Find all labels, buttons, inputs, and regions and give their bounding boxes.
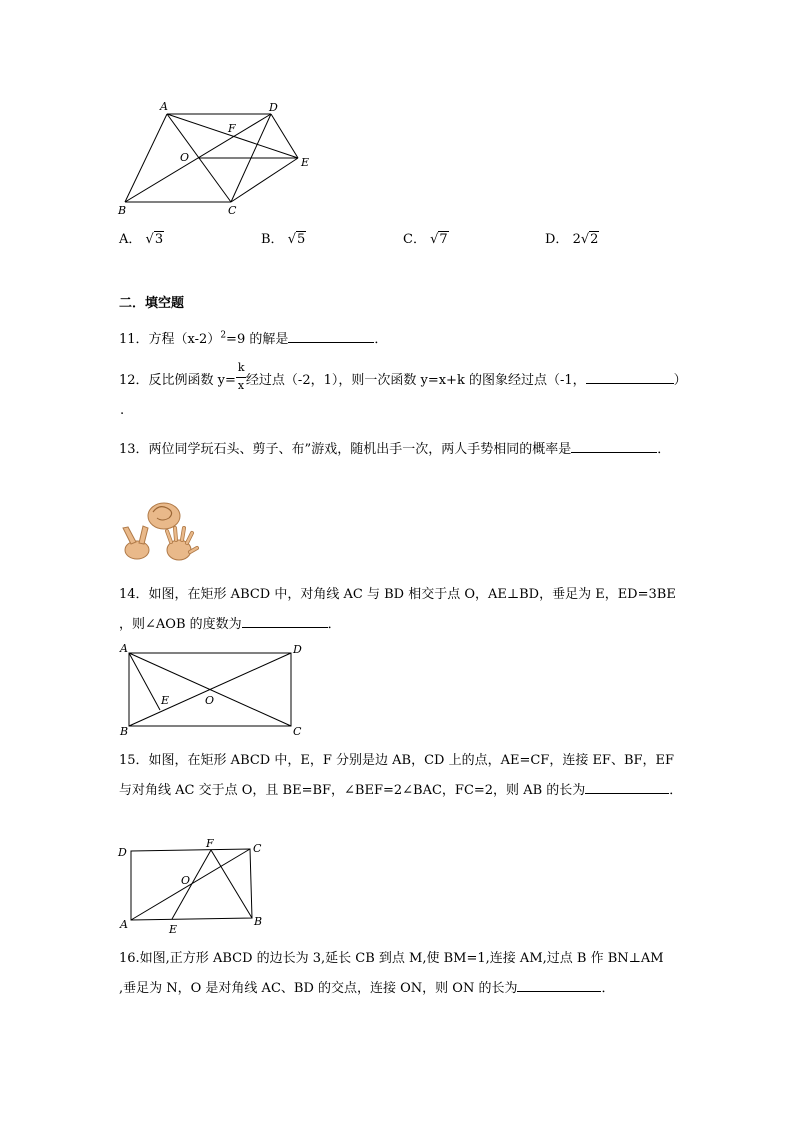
figure-q10 <box>112 98 322 218</box>
q15-line2-text: 与对角线 AC 交于点 O，且 BE=BF，∠BEF=2∠BAC，FC=2，则 AB 的长为 <box>119 783 586 798</box>
option-d-letter: D． <box>545 232 569 247</box>
question-15-line-2 <box>119 779 682 798</box>
label-A: A <box>120 642 128 655</box>
q16-answer-blank[interactable] <box>517 979 601 992</box>
question-13 <box>119 438 670 457</box>
q11-end: ． <box>374 332 388 347</box>
q12-fraction-num: k <box>237 360 245 374</box>
rock-hand-icon <box>148 503 180 529</box>
q12-fraction <box>236 360 246 392</box>
paper-hand-icon <box>167 528 197 560</box>
option-d: D． 2√2 <box>545 232 599 247</box>
option-a-letter: A． <box>119 232 142 247</box>
label-D: D <box>118 846 127 859</box>
option-a: A． √3 <box>119 232 164 247</box>
q13-text: 13．两位同学玩石头、剪子、布”游戏，随机出手一次，两人手势相同的概率是 <box>119 442 572 457</box>
scissors-hand-icon <box>123 526 149 559</box>
label-B: B <box>118 204 127 217</box>
q11-text-after: =9 的解是 <box>226 332 289 347</box>
option-b: B． √5 <box>261 232 306 247</box>
option-c-value: 7 <box>439 232 448 247</box>
label-F: F <box>228 122 236 135</box>
q13-answer-blank[interactable] <box>571 440 657 453</box>
q11-text-before: 11．方程（x-2） <box>119 332 221 347</box>
option-b-value: 5 <box>297 232 306 247</box>
question-11 <box>119 328 387 347</box>
q14-line2-text: ，则∠AOB 的度数为 <box>119 617 242 632</box>
q14-end: ． <box>327 617 341 632</box>
option-a-value: 3 <box>154 232 164 247</box>
label-E: E <box>161 694 170 707</box>
label-D: D <box>269 101 278 114</box>
figure-q14 <box>114 640 314 740</box>
option-d-value: 2 <box>590 232 599 247</box>
label-D: D <box>293 643 302 656</box>
label-F: F <box>206 837 214 850</box>
question-16-line-1: 16.如图,正方形 ABCD 的边长为 3,延长 CB 到点 M,使 BM=1,连接 AM,过点 B 作 BN⊥AM <box>119 951 664 966</box>
label-B: B <box>254 915 263 928</box>
label-C: C <box>253 842 262 855</box>
label-O: O <box>180 151 190 164</box>
option-c: C． √7 <box>403 232 448 247</box>
q12-text-before: 12．反比例函数 y= <box>119 373 236 388</box>
q11-exponent: 2 <box>220 330 227 341</box>
question-14-line-1: 14．如图，在矩形 ABCD 中，对角线 AC 与 BD 相交于点 O，AE⊥BD，垂足为 E，ED=3BE <box>119 587 676 602</box>
q12-text-after: 经过点（-2，1），则一次函数 y=x+k 的图象经过点（-1， <box>245 373 586 388</box>
label-O: O <box>205 694 215 707</box>
question-12 <box>119 360 687 392</box>
label-A: A <box>120 918 128 931</box>
q15-end: ． <box>669 783 683 798</box>
option-b-letter: B． <box>261 232 284 247</box>
label-B: B <box>120 725 129 738</box>
question-15-line-1: 15．如图，在矩形 ABCD 中，E，F 分别是边 AB，CD 上的点，AE=CF，连接 EF、BF，EF <box>119 753 675 768</box>
label-A: A <box>160 100 168 113</box>
label-E: E <box>169 923 178 936</box>
q13-end: ． <box>657 442 671 457</box>
label-O: O <box>181 874 191 887</box>
q12-fraction-den: x <box>237 378 245 392</box>
section-title: 二．填空题 <box>119 296 185 311</box>
q12-answer-blank[interactable] <box>586 371 674 384</box>
label-C: C <box>228 204 237 217</box>
q14-answer-blank[interactable] <box>242 615 328 628</box>
q16-line2-text: ,垂足为 N，O 是对角线 AC、BD 的交点，连接 ON，则 ON 的长为 <box>119 981 518 996</box>
option-c-letter: C． <box>403 232 426 247</box>
q12-end: ） <box>673 373 687 388</box>
label-C: C <box>293 725 302 738</box>
rock-paper-scissors-image <box>117 498 199 568</box>
label-E: E <box>301 156 310 169</box>
question-16-line-2 <box>119 977 614 996</box>
q15-answer-blank[interactable] <box>585 781 669 794</box>
q12-dot: . <box>120 403 125 418</box>
question-14-line-2 <box>119 613 341 632</box>
q11-answer-blank[interactable] <box>288 330 374 343</box>
q16-end: ． <box>601 981 615 996</box>
figure-q15 <box>114 836 274 936</box>
option-d-prefix: 2 <box>572 232 581 247</box>
